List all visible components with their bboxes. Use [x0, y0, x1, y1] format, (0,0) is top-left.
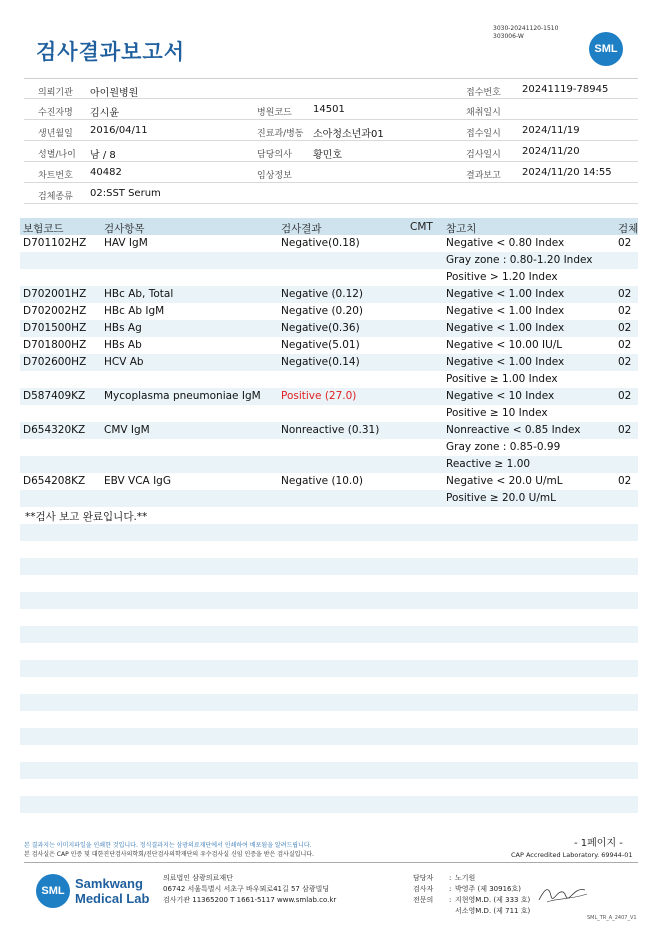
- blank-row: [20, 677, 638, 694]
- specimen-type-value: 02:SST Serum: [90, 188, 161, 199]
- cell-result: Negative(5.01): [281, 339, 360, 351]
- chart-no-value: 40482: [90, 167, 122, 178]
- header-cmt: CMT: [410, 221, 433, 233]
- receipt-date-label: 접수일시: [466, 129, 501, 139]
- staff-colon: :: [449, 885, 452, 893]
- image-notice: 본 결과지는 이미지파일을 인쇄한 것입니다. 정식결과지는 삼광의료재단에서 인쇄하여 배포됨을 알려드립니다.: [24, 842, 312, 849]
- header-test-name: 검사항목: [104, 223, 145, 235]
- cell-reference: Nonreactive < 0.85 Index: [446, 424, 581, 436]
- birth-value: 2016/04/11: [90, 125, 148, 136]
- cell-result: Negative (0.12): [281, 288, 364, 300]
- staff-name: 박영주 (제 30916호): [455, 885, 521, 893]
- staff-colon: :: [449, 874, 452, 882]
- org-contact: 검사기관 11365200 T 1661-5117 www.smlab.co.kr: [163, 896, 337, 904]
- accreditation-notice: 본 검사실은 CAP 인증 및 대한진단검사의학회/진단검사의학재단의 우수검사실 신임 인증을 받은 검사실입니다.: [24, 851, 314, 858]
- blank-row: [20, 694, 638, 711]
- cell-test-name: HBc Ab, Total: [104, 288, 174, 300]
- footer-divider: [24, 862, 638, 863]
- cell-specimen: 02: [618, 237, 632, 249]
- cell-test-name: HAV IgM: [104, 237, 148, 249]
- cell-code: D702600HZ: [23, 356, 87, 368]
- cell-result: Negative(0.18): [281, 237, 360, 249]
- report-date-label: 결과보고: [466, 171, 501, 181]
- specimen-type-label: 검체종류: [38, 192, 73, 202]
- header-code: 보험코드: [23, 223, 64, 235]
- doctor-label: 담당의사: [257, 150, 292, 160]
- cell-reference: Positive > 1.20 Index: [446, 271, 558, 283]
- cell-specimen: 02: [618, 305, 632, 317]
- cell-reference: Gray zone : 0.80-1.20 Index: [446, 254, 593, 266]
- logo-line-2: Medical Lab: [75, 891, 150, 906]
- document-code-line-2: 303006-W: [493, 33, 524, 40]
- cell-test-name: EBV VCA IgG: [104, 475, 171, 487]
- table-row: [20, 439, 638, 456]
- cell-test-name: CMV IgM: [104, 424, 150, 436]
- header-specimen: 검체: [618, 223, 639, 235]
- table-row: [20, 337, 638, 354]
- staff-role: 전문의: [413, 896, 434, 904]
- birth-label: 생년월일: [38, 129, 73, 139]
- collect-date-label: 채취일시: [466, 108, 501, 118]
- blank-row: [20, 796, 638, 813]
- chart-no-label: 차트번호: [38, 171, 73, 181]
- cell-test-name: Mycoplasma pneumoniae IgM: [104, 390, 261, 402]
- table-row: [20, 388, 638, 405]
- cell-specimen: 02: [618, 356, 632, 368]
- blank-row: [20, 745, 638, 762]
- staff-name: 서소영M.D. (제 711 호): [455, 907, 531, 915]
- cell-result: Negative(0.36): [281, 322, 360, 334]
- blank-row: [20, 609, 638, 626]
- receipt-date-value: 2024/11/19: [522, 125, 580, 136]
- patient-info-table: [24, 78, 638, 204]
- cell-test-name: HCV Ab: [104, 356, 144, 368]
- patient-name-label: 수진자명: [38, 108, 73, 118]
- sml-logo-icon: SML: [36, 874, 70, 908]
- receipt-no-label: 접수번호: [466, 88, 501, 98]
- cell-result: Negative (0.20): [281, 305, 364, 317]
- table-row: [20, 371, 638, 388]
- cell-code: D701102HZ: [23, 237, 87, 249]
- lab-address: [163, 873, 336, 906]
- results-table: [20, 218, 638, 830]
- report-date-value: 2024/11/20 14:55: [522, 167, 612, 178]
- doctor-value: 황민호: [313, 150, 342, 161]
- blank-row: [20, 626, 638, 643]
- staff-role: 검사자: [413, 885, 434, 893]
- department-value: 소아청소년과01: [313, 129, 384, 140]
- cell-result: Positive (27.0): [281, 390, 357, 402]
- cell-reference: Negative < 10 Index: [446, 390, 555, 402]
- cell-reference: Negative < 1.00 Index: [446, 356, 565, 368]
- clinical-info-label: 임상정보: [257, 171, 292, 181]
- results-header: [20, 218, 638, 235]
- document-code-line-1: 3030-20241120-1510: [493, 25, 559, 32]
- cell-reference: Positive ≥ 20.0 U/mL: [446, 492, 556, 504]
- cell-code: D587409KZ: [23, 390, 86, 402]
- cell-reference: Positive ≥ 10 Index: [446, 407, 548, 419]
- table-row: [20, 354, 638, 371]
- info-row: [24, 162, 638, 183]
- blank-row: [20, 524, 638, 541]
- hospital-code-value: 14501: [313, 104, 345, 115]
- table-row: [20, 303, 638, 320]
- cap-accreditation: CAP Accredited Laboratory. 69944-01: [511, 851, 633, 859]
- completion-text: **검사 보고 완료입니다.**: [25, 511, 148, 523]
- signature-image: [537, 882, 589, 908]
- staff-name: 노기원: [455, 874, 476, 882]
- requesting-org-value: 아이원병원: [90, 88, 139, 99]
- info-row: [24, 99, 638, 120]
- cell-specimen: 02: [618, 424, 632, 436]
- cell-reference: Negative < 0.80 Index: [446, 237, 565, 249]
- sex-age-label: 성별/나이: [38, 150, 76, 160]
- cell-specimen: 02: [618, 475, 632, 487]
- logo-line-1: Samkwang: [75, 876, 143, 891]
- patient-name-value: 김시윤: [90, 108, 119, 119]
- table-row: [20, 269, 638, 286]
- info-row: [24, 141, 638, 162]
- department-label: 진료과/병동: [257, 129, 304, 139]
- cell-reference: Reactive ≥ 1.00: [446, 458, 531, 470]
- test-date-value: 2024/11/20: [522, 146, 580, 157]
- cell-reference: Negative < 1.00 Index: [446, 305, 565, 317]
- cell-code: D701500HZ: [23, 322, 87, 334]
- hospital-code-label: 병원코드: [257, 108, 292, 118]
- form-code: SML_TR_A_2407_V1: [587, 915, 637, 921]
- table-row: [20, 286, 638, 303]
- lab-logo-text: [75, 876, 149, 906]
- cell-test-name: HBc Ab IgM: [104, 305, 165, 317]
- cell-reference: Negative < 10.00 IU/L: [446, 339, 563, 351]
- table-row: [20, 320, 638, 337]
- blank-rows: [20, 524, 638, 830]
- info-row: [24, 183, 638, 204]
- table-row: [20, 422, 638, 439]
- cell-result: Nonreactive (0.31): [281, 424, 380, 436]
- cell-specimen: 02: [618, 339, 632, 351]
- cell-reference: Negative < 20.0 U/mL: [446, 475, 563, 487]
- blank-row: [20, 813, 638, 830]
- blank-row: [20, 660, 638, 677]
- requesting-org-label: 의뢰기관: [38, 88, 73, 98]
- cell-code: D701800HZ: [23, 339, 87, 351]
- cell-result: Negative (10.0): [281, 475, 364, 487]
- cell-test-name: HBs Ab: [104, 339, 142, 351]
- cell-code: D654208KZ: [23, 475, 86, 487]
- blank-row: [20, 711, 638, 728]
- blank-row: [20, 592, 638, 609]
- header-result: 검사결과: [281, 223, 322, 235]
- cell-code: D702001HZ: [23, 288, 87, 300]
- cell-reference: Positive ≥ 1.00 Index: [446, 373, 558, 385]
- staff-name: 지현영M.D. (제 333 호): [455, 896, 531, 904]
- info-row: [24, 120, 638, 141]
- blank-row: [20, 575, 638, 592]
- sml-logo-badge: SML: [589, 32, 623, 66]
- cell-code: D654320KZ: [23, 424, 86, 436]
- org-name: 의료법인 삼광의료재단: [163, 874, 233, 882]
- table-row: [20, 405, 638, 422]
- cell-specimen: 02: [618, 390, 632, 402]
- test-date-label: 검사일시: [466, 150, 501, 160]
- page-title: 검사결과보고서: [36, 40, 186, 64]
- page-number: - 1페이지 -: [574, 838, 623, 849]
- document-code: [493, 25, 558, 41]
- staff-role: 담당자: [413, 874, 434, 882]
- table-row: [20, 490, 638, 507]
- cell-reference: Negative < 1.00 Index: [446, 288, 565, 300]
- cell-specimen: 02: [618, 322, 632, 334]
- blank-row: [20, 762, 638, 779]
- cell-result: Negative(0.14): [281, 356, 360, 368]
- cell-code: D702002HZ: [23, 305, 87, 317]
- sex-age-value: 남 / 8: [90, 150, 116, 161]
- cell-test-name: HBs Ag: [104, 322, 142, 334]
- cell-reference: Negative < 1.00 Index: [446, 322, 565, 334]
- blank-row: [20, 643, 638, 660]
- blank-row: [20, 541, 638, 558]
- org-address: 06742 서울특별시 서초구 바우뫼로41길 57 삼광빌딩: [163, 885, 330, 893]
- blank-row: [20, 779, 638, 796]
- header-reference: 참고치: [446, 223, 477, 235]
- cell-reference: Gray zone : 0.85-0.99: [446, 441, 561, 453]
- blank-row: [20, 728, 638, 745]
- receipt-no-value: 20241119-78945: [522, 84, 609, 95]
- staff-colon: :: [449, 896, 452, 904]
- table-row: [20, 235, 638, 252]
- table-row: [20, 252, 638, 269]
- table-row: [20, 456, 638, 473]
- blank-row: [20, 558, 638, 575]
- table-row: [20, 473, 638, 490]
- info-row: [24, 78, 638, 99]
- results-body: [20, 235, 638, 507]
- cell-specimen: 02: [618, 288, 632, 300]
- completion-row: [20, 507, 638, 524]
